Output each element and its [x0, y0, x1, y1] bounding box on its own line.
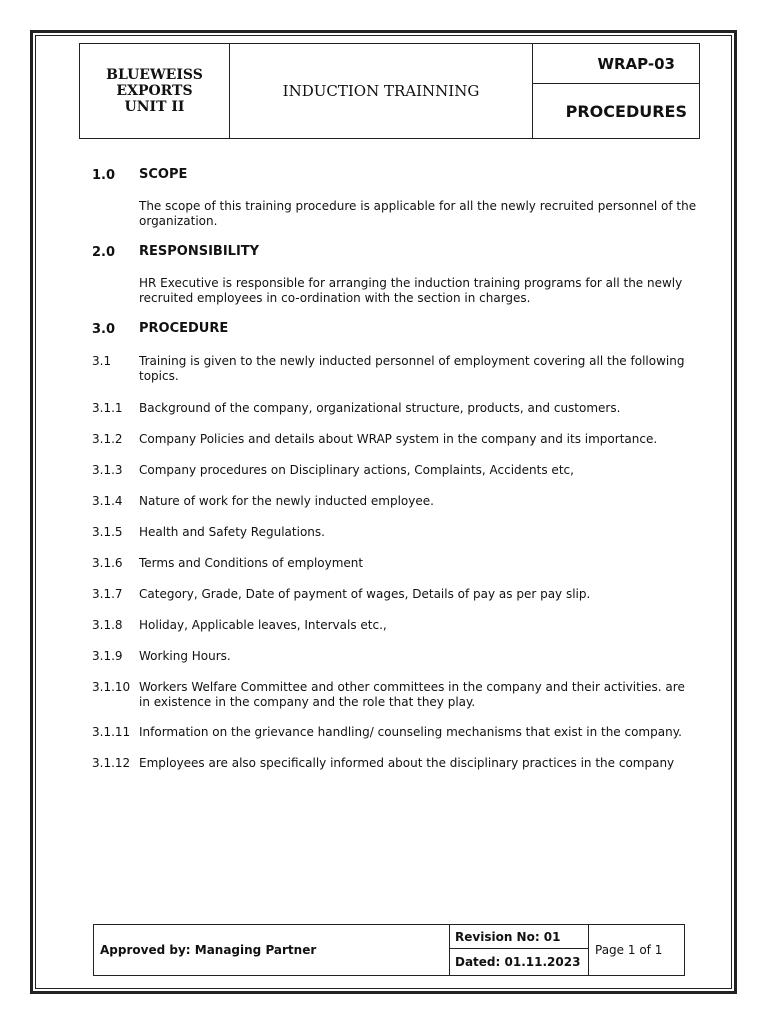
section-heading-responsibility: RESPONSIBILITY — [139, 244, 260, 259]
doc-id-block — [532, 44, 699, 138]
procedure-item-text: Terms and Conditions of employment — [139, 556, 364, 570]
procedure-intro-text: Training is given to the newly inducted personnel of employment covering all the following topics. — [139, 354, 685, 383]
item-number: 3.1.4 — [92, 494, 123, 508]
item-number: 3.1.5 — [92, 525, 123, 539]
procedure-item-text: Employees are also specifically informed about the disciplinary practices in the company — [139, 756, 675, 770]
revision-date: Dated: 01.11.2023 — [455, 955, 581, 969]
procedure-item-text: Background of the company, organizational structure, products, and customers. — [139, 401, 621, 415]
company-name-line2: EXPORTS — [116, 83, 193, 99]
scope-text: The scope of this training procedure is applicable for all the newly recruited personnel of the organization. — [139, 199, 697, 228]
item-number: 3.1.6 — [92, 556, 123, 570]
item-number: 3.1.8 — [92, 618, 123, 632]
procedure-item-text: Category, Grade, Date of payment of wages, Details of pay as per pay slip. — [139, 587, 591, 601]
item-number: 3.1 — [92, 354, 112, 368]
procedure-item-text: Workers Welfare Committee and other committees in the company and their activities. are in existence in the company and the role that they play. — [139, 680, 685, 709]
revision-block — [449, 925, 589, 975]
section-number: 2.0 — [92, 245, 116, 260]
procedure-item-text: Nature of work for the newly inducted employee. — [139, 494, 434, 508]
revision-number: Revision No: 01 — [450, 925, 588, 949]
procedure-item-text: Health and Safety Regulations. — [139, 525, 325, 539]
approved-by: Approved by: Managing Partner — [100, 943, 317, 957]
doc-code: WRAP-03 — [533, 44, 699, 84]
section-number: 1.0 — [92, 168, 116, 183]
section-number: 3.0 — [92, 322, 116, 337]
procedure-item-text: Holiday, Applicable leaves, Intervals etc., — [139, 618, 387, 632]
document-title: INDUCTION TRAINNING — [282, 82, 480, 100]
item-number: 3.1.10 — [92, 680, 131, 694]
item-number: 3.1.3 — [92, 463, 123, 477]
item-number: 3.1.9 — [92, 649, 123, 663]
item-number: 3.1.2 — [92, 432, 123, 446]
item-number: 3.1.1 — [92, 401, 123, 415]
item-number: 3.1.12 — [92, 756, 131, 770]
section-heading-scope: SCOPE — [139, 167, 188, 182]
item-number: 3.1.11 — [92, 725, 131, 739]
document-header — [79, 43, 700, 139]
company-name-line1: BLUEWEISS — [106, 67, 203, 83]
responsibility-text: HR Executive is responsible for arranging the induction training programs for all the newly recruited employees in co-ordination with the section in charges. — [139, 276, 683, 305]
section-heading-procedure: PROCEDURE — [139, 321, 229, 336]
doc-type: PROCEDURES — [565, 101, 687, 121]
procedure-item-text: Information on the grievance handling/ counseling mechanisms that exist in the company. — [139, 725, 682, 739]
procedure-item-text: Company procedures on Disciplinary actions, Complaints, Accidents etc, — [139, 463, 574, 477]
company-unit: UNIT II — [124, 99, 185, 115]
company-block — [80, 44, 230, 138]
procedure-item-text: Company Policies and details about WRAP system in the company and its importance. — [139, 432, 658, 446]
approval-footer — [93, 924, 685, 976]
procedure-item-text: Working Hours. — [139, 649, 231, 663]
item-number: 3.1.7 — [92, 587, 123, 601]
page-number: Page 1 of 1 — [595, 943, 663, 957]
